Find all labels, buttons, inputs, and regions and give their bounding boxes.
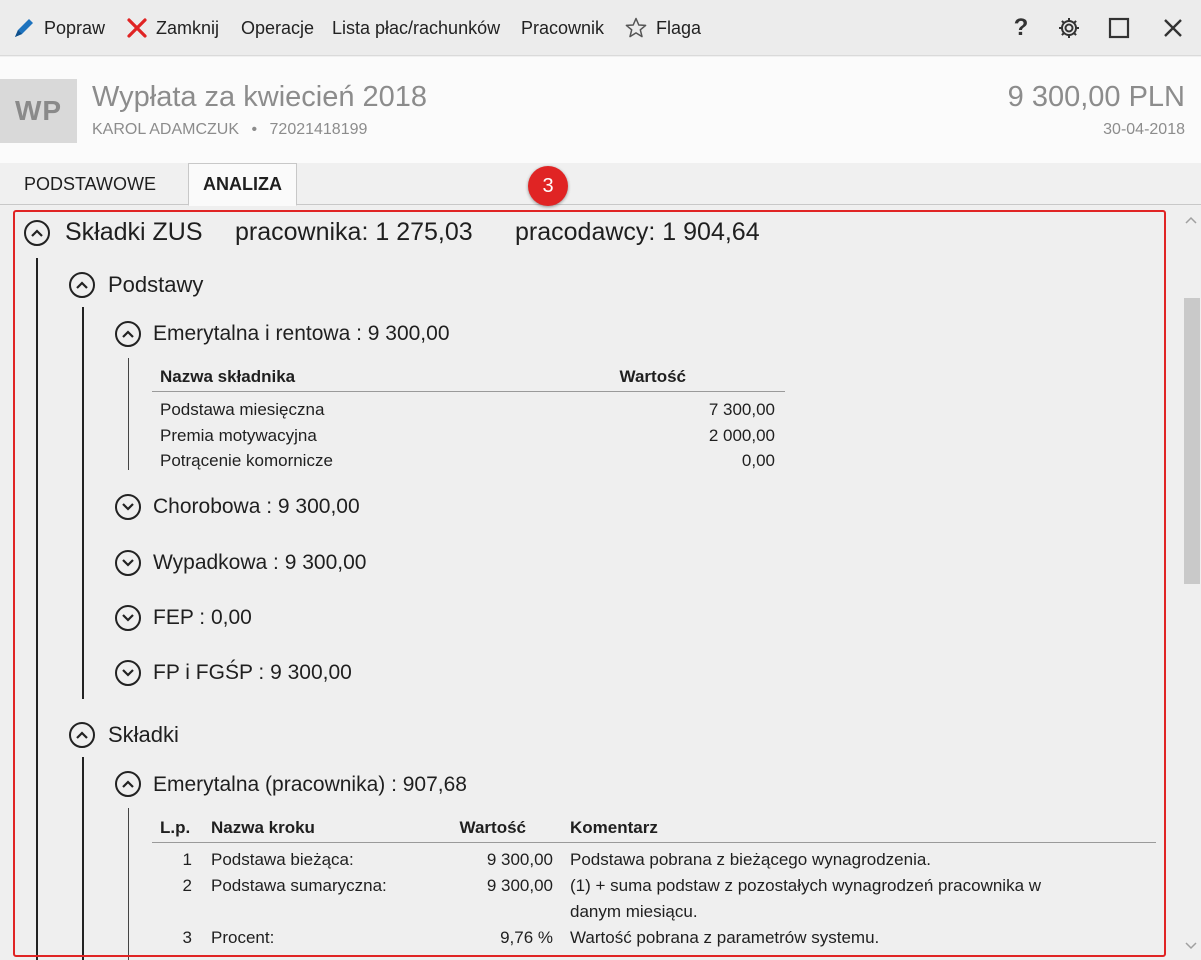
emerytalna-pracownika-tree-line bbox=[128, 808, 129, 960]
col-nazwa-skladnika: Nazwa składnika bbox=[160, 367, 296, 386]
pracownik-label: Pracownik bbox=[521, 17, 605, 38]
row-value: 9 300,00 bbox=[486, 850, 553, 869]
emerytalna-tree-line bbox=[128, 358, 129, 470]
col-wartosc: Wartość bbox=[459, 818, 526, 837]
chevron-down-icon bbox=[121, 558, 135, 568]
row-lp: 3 bbox=[182, 928, 192, 947]
maximize-icon[interactable] bbox=[1105, 14, 1133, 42]
row-name: Podstawa miesięczna bbox=[160, 400, 325, 419]
row-lp: 1 bbox=[182, 850, 192, 869]
operacje-menu[interactable] bbox=[241, 0, 314, 56]
popraw-button[interactable] bbox=[12, 0, 105, 56]
flaga-label: Flaga bbox=[656, 17, 702, 38]
close-icon[interactable] bbox=[1159, 14, 1187, 42]
tab-podstawowe[interactable] bbox=[10, 163, 170, 205]
row-value: 9 300,00 bbox=[486, 876, 553, 895]
row-value: 9,76 % bbox=[500, 928, 553, 947]
zus-collapse-toggle[interactable] bbox=[24, 220, 50, 246]
chevron-up-icon bbox=[121, 779, 135, 789]
col-wartosc: Wartość bbox=[619, 367, 686, 386]
pracownik-menu[interactable] bbox=[521, 0, 604, 56]
chevron-up-icon bbox=[30, 228, 44, 238]
emerytalna-rentowa-title: Emerytalna i rentowa : 9 300,00 bbox=[153, 322, 450, 345]
table-header-divider bbox=[152, 842, 1156, 843]
row-name: Procent: bbox=[211, 928, 275, 947]
skladki-title: Składki bbox=[108, 722, 179, 747]
wypadkowa-expand-toggle[interactable] bbox=[115, 550, 141, 576]
tab-analiza[interactable] bbox=[188, 163, 297, 206]
row-value: 0,00 bbox=[741, 451, 775, 470]
col-nazwa-kroku: Nazwa kroku bbox=[211, 818, 315, 837]
help-icon[interactable] bbox=[1007, 14, 1035, 42]
wypadkowa-title: Wypadkowa : 9 300,00 bbox=[153, 551, 367, 574]
zamknij-button[interactable] bbox=[126, 0, 219, 56]
close-x-icon bbox=[126, 17, 148, 39]
col-komentarz: Komentarz bbox=[570, 818, 658, 837]
document-header bbox=[0, 57, 1201, 163]
avatar: WP bbox=[0, 79, 77, 143]
tab-podstawowe-label: PODSTAWOWE bbox=[24, 173, 156, 194]
row-value: 2 000,00 bbox=[708, 426, 775, 445]
row-comment: (1) + suma podstaw z pozostałych wynagrodzeń pracownika w bbox=[570, 876, 1042, 895]
scroll-thumb[interactable] bbox=[1184, 298, 1200, 584]
zus-employee-part: pracownika: 1 275,03 bbox=[235, 218, 473, 246]
table-header-divider bbox=[152, 391, 785, 392]
document-date: 30-04-2018 bbox=[1103, 121, 1185, 138]
skladki-collapse-toggle[interactable] bbox=[69, 722, 95, 748]
lista-plac-label: Lista płac/rachunków bbox=[332, 17, 501, 38]
employee-id: 72021418199 bbox=[269, 121, 368, 138]
emerytalna-rentowa-toggle[interactable] bbox=[115, 321, 141, 347]
zus-employer-part: pracodawcy: 1 904,64 bbox=[515, 218, 760, 246]
podstawy-tree-line bbox=[82, 307, 84, 699]
row-comment-cont: danym miesiącu. bbox=[570, 902, 698, 921]
fep-title: FEP : 0,00 bbox=[153, 606, 252, 629]
page-title: Wypłata za kwiecień 2018 bbox=[92, 81, 428, 113]
annotation-badge: 3 bbox=[528, 166, 568, 206]
lista-plac-menu[interactable] bbox=[332, 0, 500, 56]
emerytalna-pracownika-toggle[interactable] bbox=[115, 771, 141, 797]
chevron-down-icon bbox=[121, 668, 135, 678]
employee-info bbox=[92, 121, 367, 139]
row-lp: 2 bbox=[182, 876, 192, 895]
chevron-up-icon bbox=[75, 730, 89, 740]
row-comment: Podstawa pobrana z bieżącego wynagrodzenia. bbox=[570, 850, 932, 869]
emerytalna-pracownika-title: Emerytalna (pracownika) : 907,68 bbox=[153, 773, 467, 796]
row-comment: Wartość pobrana z parametrów systemu. bbox=[570, 928, 880, 947]
analysis-panel bbox=[0, 206, 1181, 960]
podstawy-collapse-toggle[interactable] bbox=[69, 272, 95, 298]
star-icon bbox=[624, 16, 648, 40]
chorobowa-title: Chorobowa : 9 300,00 bbox=[153, 495, 360, 518]
vertical-scrollbar[interactable] bbox=[1181, 206, 1201, 960]
tab-analiza-label: ANALIZA bbox=[203, 174, 282, 194]
tab-bar bbox=[0, 163, 1201, 205]
chorobowa-expand-toggle[interactable] bbox=[115, 494, 141, 520]
chevron-down-icon bbox=[121, 613, 135, 623]
podstawy-title: Podstawy bbox=[108, 272, 204, 297]
fep-expand-toggle[interactable] bbox=[115, 605, 141, 631]
operacje-label: Operacje bbox=[241, 17, 315, 38]
skladki-tree-line bbox=[82, 757, 84, 960]
popraw-label: Popraw bbox=[44, 17, 106, 38]
scroll-down-icon[interactable] bbox=[1185, 940, 1197, 952]
chevron-down-icon bbox=[121, 502, 135, 512]
scroll-up-icon[interactable] bbox=[1185, 214, 1197, 226]
fp-fgsp-expand-toggle[interactable] bbox=[115, 660, 141, 686]
row-name: Podstawa bieżąca: bbox=[211, 850, 354, 869]
toolbar bbox=[0, 0, 1201, 56]
separator-dot: • bbox=[251, 121, 258, 138]
employee-name: KAROL ADAMCZUK bbox=[92, 121, 239, 138]
gear-icon[interactable] bbox=[1055, 14, 1083, 42]
total-amount: 9 300,00 PLN bbox=[1007, 81, 1185, 113]
pencil-icon bbox=[12, 16, 36, 40]
zamknij-label: Zamknij bbox=[156, 17, 220, 38]
chevron-up-icon bbox=[121, 329, 135, 339]
col-lp: L.p. bbox=[160, 818, 191, 837]
row-name: Premia motywacyjna bbox=[160, 426, 317, 445]
flaga-button[interactable] bbox=[624, 0, 701, 56]
chevron-up-icon bbox=[75, 280, 89, 290]
row-name: Podstawa sumaryczna: bbox=[211, 876, 387, 895]
zus-title: Składki ZUS bbox=[65, 218, 203, 246]
row-name: Potrącenie komornicze bbox=[160, 451, 333, 470]
row-value: 7 300,00 bbox=[708, 400, 775, 419]
help-label: ? bbox=[1013, 14, 1029, 41]
zus-tree-line bbox=[36, 258, 38, 960]
fp-fgsp-title: FP i FGŚP : 9 300,00 bbox=[153, 661, 352, 684]
